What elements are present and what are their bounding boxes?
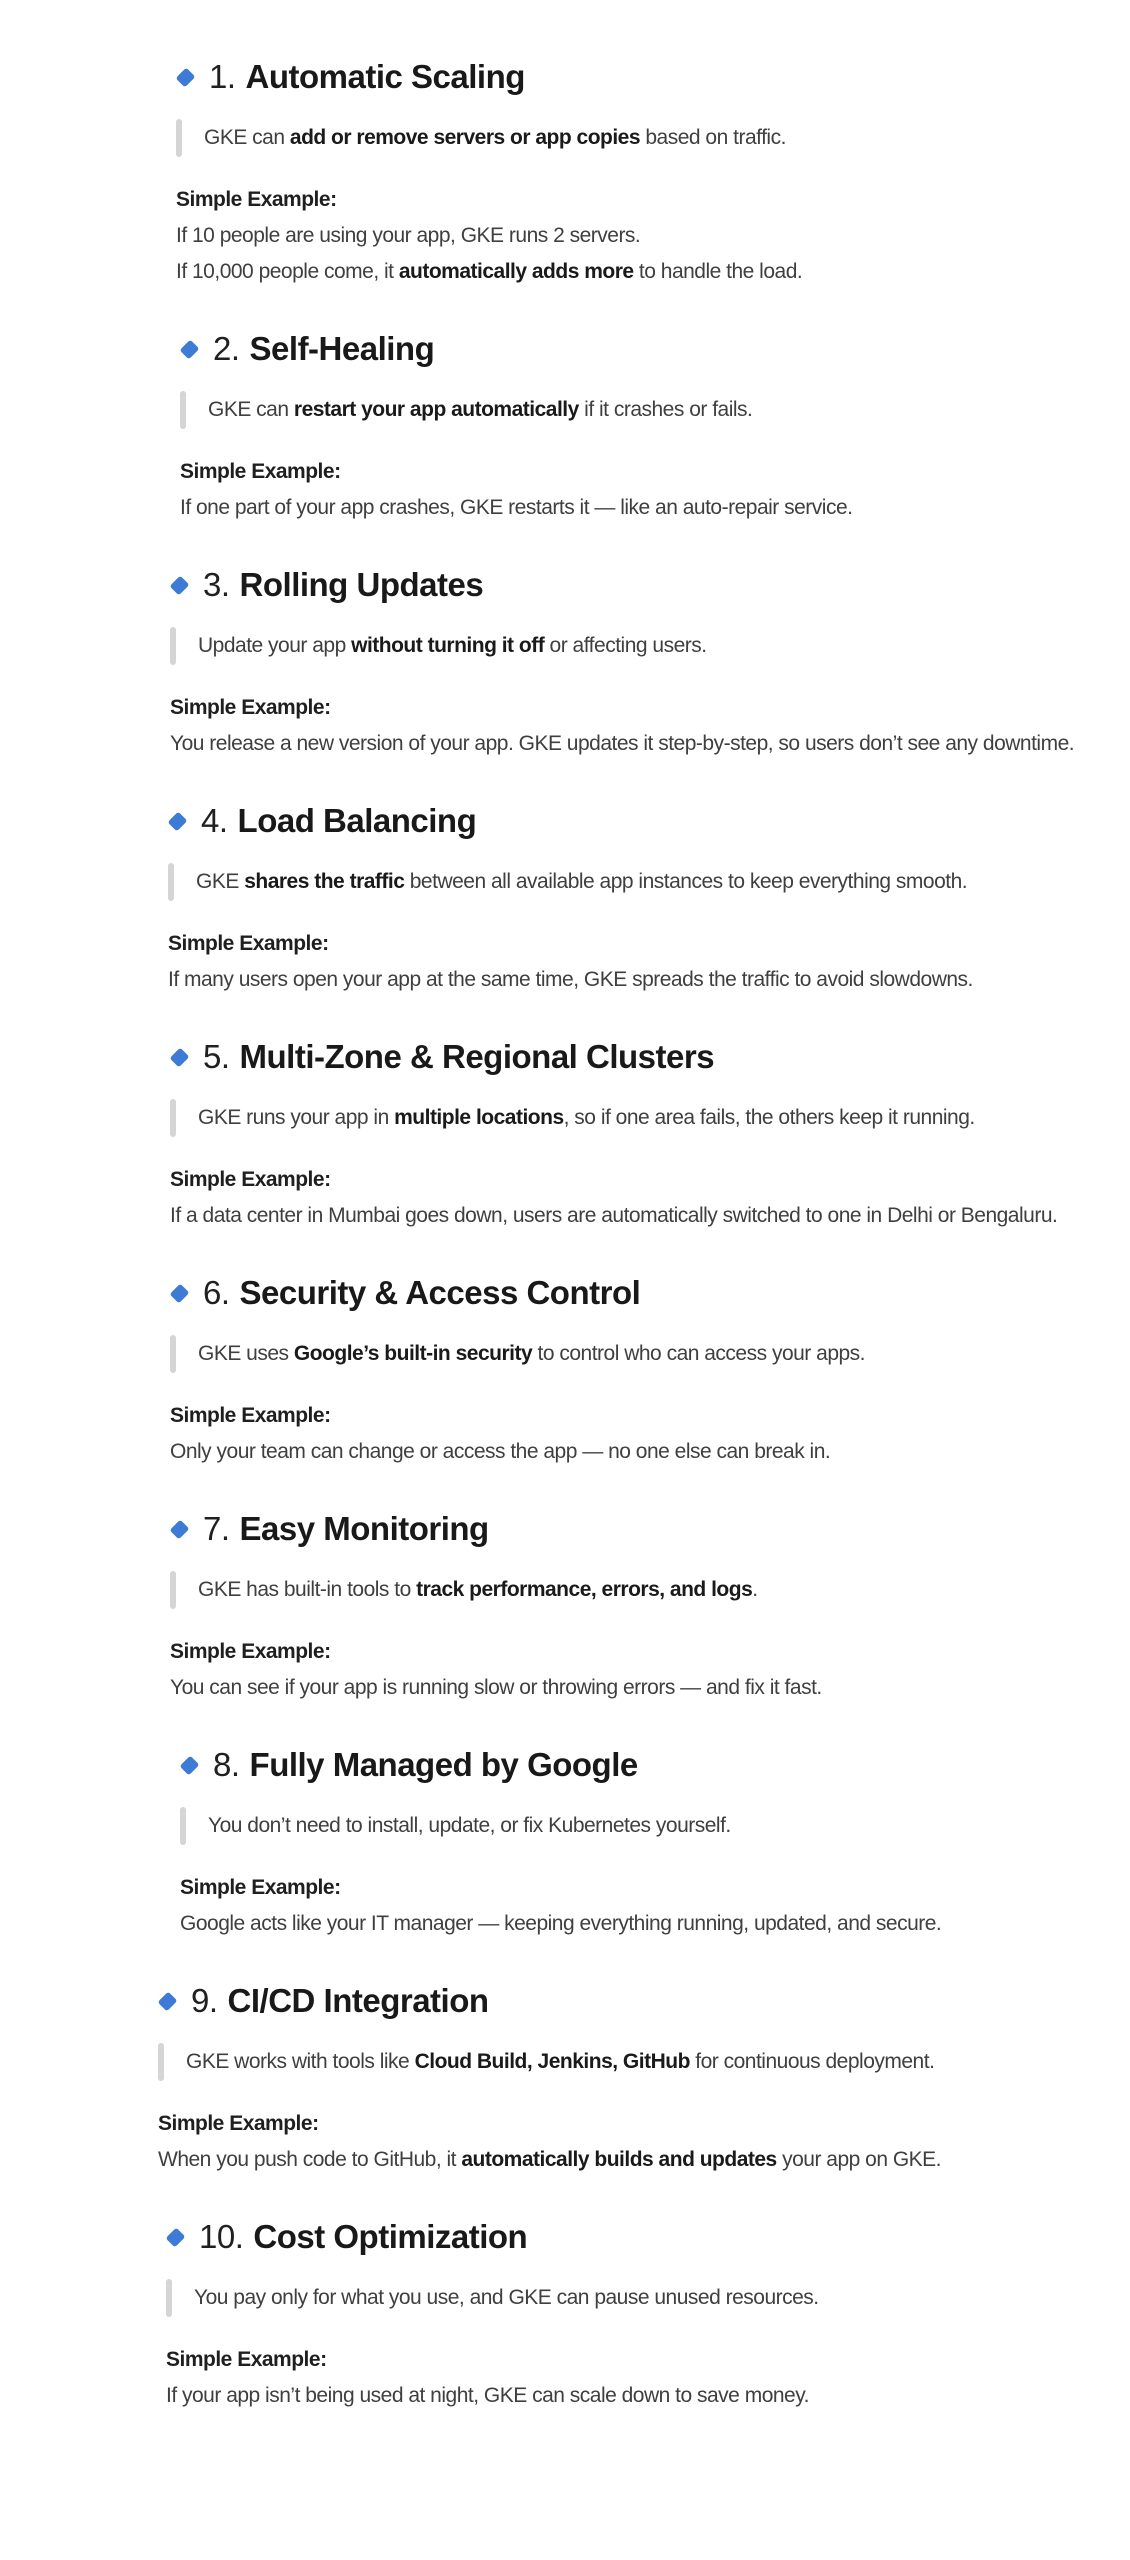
feature-section-6 (0, 1272, 1130, 1470)
quote-bar (180, 1807, 186, 1845)
blue-diamond-icon (170, 1047, 190, 1067)
quote-bar (170, 1571, 176, 1609)
section-heading (170, 1036, 1130, 1078)
section-number: 7. (203, 1510, 230, 1547)
blue-diamond-icon (170, 1283, 190, 1303)
example-label: Simple Example: (168, 932, 329, 955)
quote-bar (170, 627, 176, 665)
section-title: Fully Managed by Google (249, 1746, 638, 1783)
quote-bar (170, 1099, 176, 1137)
section-quote (166, 2276, 1130, 2320)
blue-diamond-icon (180, 1755, 200, 1775)
feature-section-7 (0, 1508, 1130, 1706)
feature-section-9 (0, 1980, 1130, 2178)
example-line: When you push code to GitHub, it automatically builds and updates your app on GKE. (158, 2148, 942, 2171)
example-line: If a data center in Mumbai goes down, users are automatically switched to one in Delhi or Bengaluru. (170, 1204, 1058, 1227)
feature-section-3 (0, 564, 1130, 762)
example-line: You can see if your app is running slow or throwing errors — and fix it fast. (170, 1676, 822, 1699)
example-block (166, 2342, 1130, 2414)
section-quote (170, 1568, 1130, 1612)
example-line: Google acts like your IT manager — keeping everything running, updated, and secure. (180, 1912, 942, 1935)
section-title: Cost Optimization (253, 2218, 528, 2255)
section-quote (180, 388, 1130, 432)
quote-text: GKE can restart your app automatically if it crashes or fails. (208, 398, 753, 421)
blue-diamond-icon (170, 575, 190, 595)
section-number: 8. (213, 1746, 240, 1783)
example-block (168, 926, 1130, 998)
section-quote (180, 1804, 1130, 1848)
section-number: 9. (191, 1982, 218, 2019)
example-label: Simple Example: (176, 188, 337, 211)
section-quote (158, 2040, 1130, 2084)
example-block (158, 2106, 1130, 2178)
blue-diamond-icon (168, 811, 188, 831)
example-block (170, 1398, 1130, 1470)
example-label: Simple Example: (170, 1168, 331, 1191)
feature-section-4 (0, 800, 1130, 998)
quote-bar (158, 2043, 164, 2081)
feature-section-8 (0, 1744, 1130, 1942)
section-title: Automatic Scaling (245, 58, 525, 95)
section-heading (180, 1744, 1130, 1786)
example-label: Simple Example: (158, 2112, 319, 2135)
section-title: Easy Monitoring (239, 1510, 489, 1547)
blue-diamond-icon (166, 2227, 186, 2247)
section-title: CI/CD Integration (227, 1982, 489, 2019)
section-number: 6. (203, 1274, 230, 1311)
example-line: Only your team can change or access the app — no one else can break in. (170, 1440, 831, 1463)
section-title: Rolling Updates (239, 566, 484, 603)
section-heading (170, 1508, 1130, 1550)
section-number: 3. (203, 566, 230, 603)
quote-text: Update your app without turning it off or affecting users. (198, 634, 707, 657)
section-title: Multi-Zone & Regional Clusters (239, 1038, 715, 1075)
section-heading (166, 2216, 1130, 2258)
quote-text: GKE has built-in tools to track performance, errors, and logs. (198, 1578, 758, 1601)
section-quote (170, 624, 1130, 668)
example-label: Simple Example: (180, 460, 341, 483)
quote-text: You pay only for what you use, and GKE can pause unused resources. (194, 2286, 819, 2309)
example-block (170, 690, 1130, 762)
section-number: 4. (201, 802, 228, 839)
feature-section-5 (0, 1036, 1130, 1234)
blue-diamond-icon (176, 67, 196, 87)
example-block (170, 1162, 1130, 1234)
example-block (170, 1634, 1130, 1706)
quote-text: GKE can add or remove servers or app copies based on traffic. (204, 126, 786, 149)
section-heading (180, 328, 1130, 370)
section-number: 2. (213, 330, 240, 367)
example-line: You release a new version of your app. GKE updates it step-by-step, so users don’t see any downtime. (170, 732, 1075, 755)
example-block (180, 454, 1130, 526)
feature-section-2 (0, 328, 1130, 526)
example-line: If many users open your app at the same time, GKE spreads the traffic to avoid slowdowns. (168, 968, 973, 991)
quote-bar (180, 391, 186, 429)
section-number: 1. (209, 58, 236, 95)
example-line: If one part of your app crashes, GKE restarts it — like an auto-repair service. (180, 496, 853, 519)
example-line: If 10,000 people come, it automatically adds more to handle the load. (176, 260, 803, 283)
section-quote (170, 1096, 1130, 1140)
section-title: Load Balancing (237, 802, 477, 839)
blue-diamond-icon (170, 1519, 190, 1539)
section-heading (170, 564, 1130, 606)
section-quote (168, 860, 1130, 904)
section-title: Self-Healing (249, 330, 435, 367)
example-block (180, 1870, 1130, 1942)
quote-bar (168, 863, 174, 901)
feature-section-10 (0, 2216, 1130, 2414)
example-label: Simple Example: (166, 2348, 327, 2371)
example-line: If your app isn’t being used at night, GKE can scale down to save money. (166, 2384, 810, 2407)
example-label: Simple Example: (180, 1876, 341, 1899)
section-heading (168, 800, 1130, 842)
example-label: Simple Example: (170, 1640, 331, 1663)
section-quote (170, 1332, 1130, 1376)
example-line: If 10 people are using your app, GKE runs 2 servers. (176, 224, 641, 247)
blue-diamond-icon (158, 1991, 178, 2011)
section-quote (176, 116, 1130, 160)
example-block (176, 182, 1130, 290)
feature-section-1 (0, 56, 1130, 290)
section-heading (158, 1980, 1130, 2022)
example-label: Simple Example: (170, 1404, 331, 1427)
section-title: Security & Access Control (239, 1274, 641, 1311)
quote-bar (170, 1335, 176, 1373)
example-label: Simple Example: (170, 696, 331, 719)
section-number: 5. (203, 1038, 230, 1075)
section-heading (176, 56, 1130, 98)
quote-bar (166, 2279, 172, 2317)
section-heading (170, 1272, 1130, 1314)
quote-text: GKE uses Google’s built-in security to control who can access your apps. (198, 1342, 866, 1365)
section-number: 10. (199, 2218, 244, 2255)
quote-text: GKE shares the traffic between all available app instances to keep everything smooth. (196, 870, 968, 893)
quote-text: You don’t need to install, update, or fix Kubernetes yourself. (208, 1814, 731, 1837)
blue-diamond-icon (180, 339, 200, 359)
quote-text: GKE runs your app in multiple locations, so if one area fails, the others keep it running. (198, 1106, 975, 1129)
quote-bar (176, 119, 182, 157)
quote-text: GKE works with tools like Cloud Build, Jenkins, GitHub for continuous deployment. (186, 2050, 935, 2073)
